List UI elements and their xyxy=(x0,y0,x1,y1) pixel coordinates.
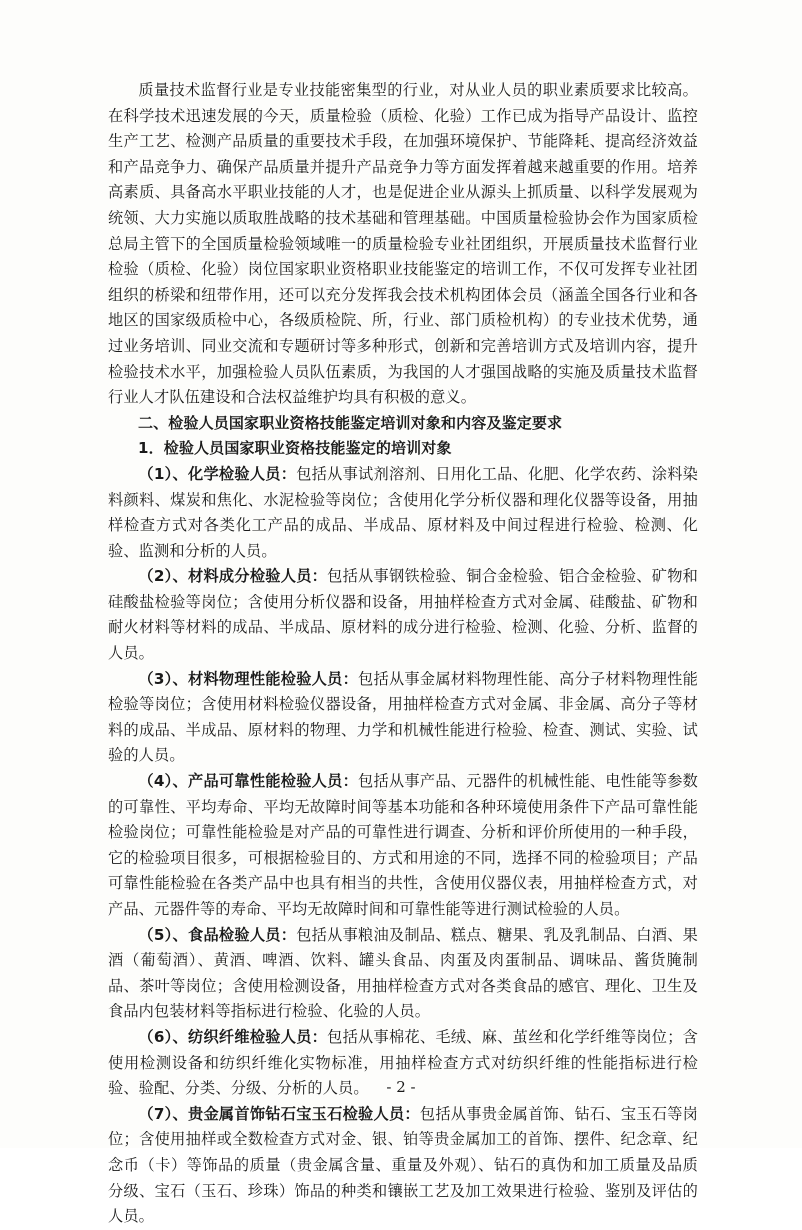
page-number: - 2 - xyxy=(386,1078,416,1096)
item-text-6: 包括从事棉花、毛绒、麻、茧丝和化学纤维等岗位；含使用检测设备和纺织纤维化实物标准，用抽样检查方式对纺织纤维的性能指标进行检验、验配、分类、分级、分析的人员。 xyxy=(108,1027,698,1098)
section-heading: 二、检验人员国家职业资格技能鉴定培训对象和内容及鉴定要求 xyxy=(138,413,563,432)
item-text-3: 包括从事金属材料物理性能、高分子材料物理性能检验等岗位；含使用材料检验仪器设备，用抽样检查方式对金属、非金属、高分子等材料的成品、半成品、原材料的物理、力学和机械性能进行检验、检查、测试、实验、试验的人员。 xyxy=(108,669,698,765)
intro-paragraph: 质量技术监督行业是专业技能密集型的行业，对从业人员的职业素质要求比较高。在科学技术迅速发展的今天，质量检验（质检、化验）工作已成为指导产品设计、监控生产工艺、检测产品质量的重要技术手段，在加强环境保护、节能降耗、提高经济效益和产品竞争力、确保产品质量并提升产品竞争力等方面发挥着越来越重要的作用。培养高素质、具备高水平职业技能的人才，也是促进企业从源头上抓质量、以科学发展观为统领、大力实施以质取胜战略的技术基础和管理基础。中国质量检验协会作为国家质检总局主管下的全国质量检验领域唯一的质量检验专业社团组织，开展质量技术监督行业检验（质检、化验）岗位国家职业资格职业技能鉴定的培训工作，不仅可发挥专业社团组织的桥梁和纽带作用，还可以充分发挥我会技术机构团体会员（涵盖全国各行业和各地区的国家级质检中心，各级质检院、所，行业、部门质检机构）的专业技术优势，通过业务培训、同业交流和专题研讨等多种形式，创新和完善培训方式及培训内容，提升检验技术水平，加强检验人员队伍素质，为我国的人才强国战略的实施及质量技术监督行业人才队伍建设和合法权益维护均具有积极的意义。 xyxy=(108,81,698,407)
item-text-7: 包括从事贵金属首饰、钻石、宝玉石等岗位；含使用抽样或全数检查方式对金、银、铂等贵金属加工的首饰、摆件、纪念章、纪念币（卡）等饰品的质量（贵金属含量、重量及外观）、钻石的真伪和加工质量及品质分级、宝石（玉石、珍珠）饰品的种类和镶嵌工艺及加工效果进行检验、鉴别及评估的人员。 xyxy=(108,1104,698,1226)
item-text-2: 包括从事钢铁检验、铜合金检验、铝合金检验、矿物和硅酸盐检验等岗位；含使用分析仪器和设备，用抽样检查方式对金属、硅酸盐、矿物和耐火材料等材料的成品、半成品、原材料的成分进行检验、检测、化验、分析、监督的人员。 xyxy=(108,567,698,663)
item-paragraph-1 xyxy=(108,462,698,564)
item-text-1: 包括从事试剂溶剂、日用化工品、化肥、化学农药、涂料染料颜料、煤炭和焦化、水泥检验等岗位；含使用化学分析仪器和理化仪器等设备，用抽样检查方式对各类化工产品的成品、半成品、原材料及中间过程进行检验、检测、化验、监测和分析的人员。 xyxy=(108,464,698,560)
item-paragraph-5 xyxy=(108,923,698,1025)
item-lead-3: （3）、材料物理性能检验人员： xyxy=(138,669,359,688)
item-lead-4: （4）、产品可靠性能检验人员： xyxy=(138,772,359,791)
item-lead-5: （5）、食品检验人员： xyxy=(138,925,297,944)
item-paragraph-3 xyxy=(108,667,698,769)
item-lead-1: （1）、化学检验人员： xyxy=(138,464,297,483)
item-paragraph-4 xyxy=(108,769,698,923)
item-paragraph-7 xyxy=(108,1102,698,1230)
item-lead-2: （2）、材料成分检验人员： xyxy=(138,567,328,586)
item-text-4: 包括从事产品、元器件的机械性能、电性能等参数的可靠性、平均寿命、平均无故障时间等基本功能和各种环境使用条件下产品可靠性能检验岗位；可靠性能检验是对产品的可靠性进行调查、分析和评价所使用的一种手段，它的检验项目很多，可根据检验目的、方式和用途的不同，选择不同的检验项目；产品可靠性能检验在各类产品中也具有相当的共性，含使用仪器仪表，用抽样检查方式，对产品、元器件等的寿命、平均无故障时间和可靠性能等进行测试检验的人员。 xyxy=(108,772,698,918)
item-lead-7: （7）、贵金属首饰钻石宝玉石检验人员： xyxy=(138,1104,420,1123)
item-lead-6: （6）、纺织纤维检验人员： xyxy=(138,1027,328,1046)
document-body xyxy=(108,78,698,1230)
item-paragraph-2 xyxy=(108,564,698,666)
subsection-heading: 1．检验人员国家职业资格技能鉴定的培训对象 xyxy=(138,439,452,458)
item-text-5: 包括从事粮油及制品、糕点、糖果、乳及乳制品、白酒、果酒（葡萄酒）、黄酒、啤酒、饮料、罐头食品、肉蛋及肉蛋制品、调味品、酱货腌制品、茶叶等岗位；含使用检测设备，用抽样检查方式对各类食品的感官、理化、卫生及食品内包装材料等指标进行检验、化验的人员。 xyxy=(108,925,698,1021)
